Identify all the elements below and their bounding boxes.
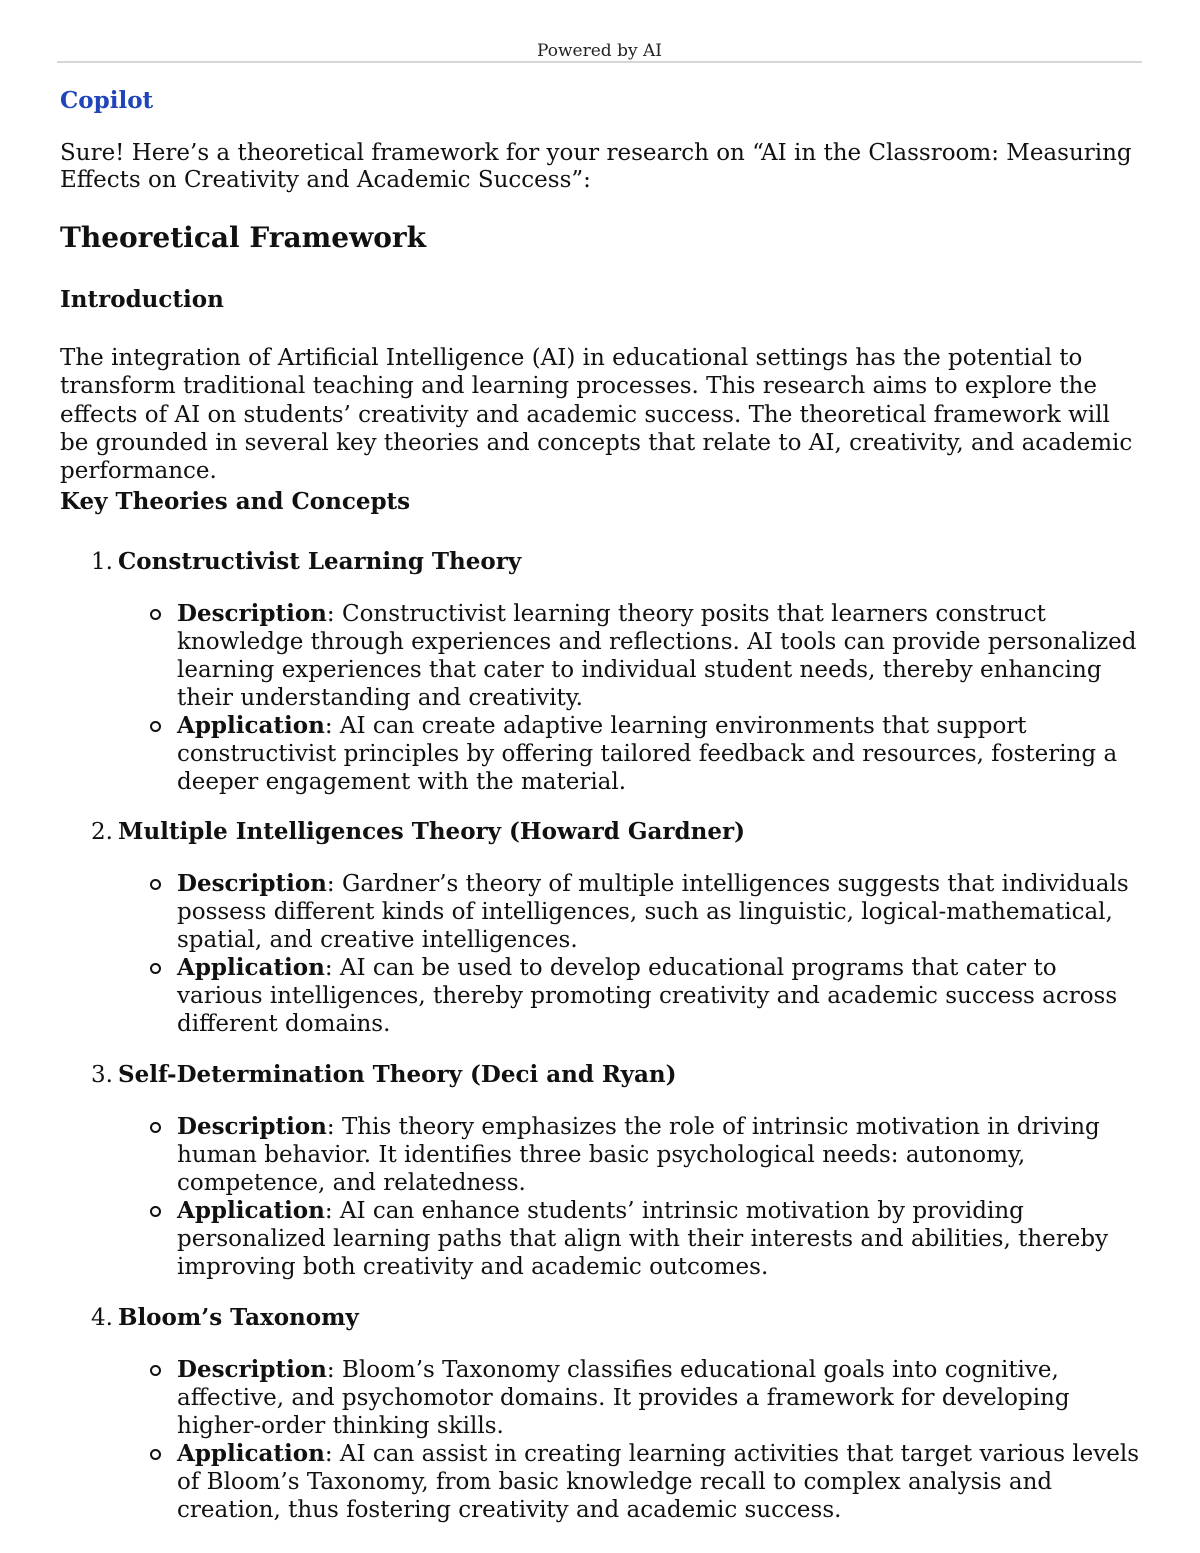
circle-bullet-icon [150, 879, 161, 890]
theory-item [60, 1304, 1145, 1524]
theory-title [60, 1304, 1145, 1332]
bullet-text: : AI can enhance students’ intrinsic motivation by providing personalized learning paths that align with their interests and abilities, thereby improving both creativity and academic outcomes. [177, 1198, 1109, 1280]
theory-number: 3. [91, 1062, 113, 1088]
bullet-label: Application [177, 1440, 325, 1467]
bullet-label: Description [177, 1356, 327, 1383]
theory-number: 2. [91, 819, 113, 845]
bullet-label: Application [177, 1197, 325, 1224]
description-bullet [60, 600, 1145, 712]
description-bullet [60, 1113, 1145, 1197]
theory-title [60, 1061, 1145, 1089]
document-title: Theoretical Framework [60, 221, 427, 254]
description-bullet [60, 1356, 1145, 1440]
theory-item [60, 818, 1145, 1038]
intro-text: Sure! Here’s a theoretical framework for your research on “AI in the Classroom: Measuring Effects on Creativity and Academic Success”: [60, 140, 1132, 193]
introduction-paragraph: The integration of Artificial Intelligence (AI) in educational settings has the potential to transform traditional teaching and learning processes. This research aims to explore the effects of AI on students’ creativity and academic success. The theoretical framework will be grounded in several key theories and concepts that relate to AI, creativity, and academic performance. [60, 345, 1133, 485]
theory-item [60, 548, 1145, 796]
theory-name: Multiple Intelligences Theory (Howard Gardner) [118, 818, 745, 845]
assistant-name: Copilot [60, 87, 154, 114]
application-bullet [60, 1440, 1145, 1524]
theory-name: Self-Determination Theory (Deci and Ryan) [118, 1061, 677, 1088]
theory-name: Bloom’s Taxonomy [118, 1304, 359, 1331]
theory-number: 4. [91, 1305, 113, 1331]
circle-bullet-icon [150, 963, 161, 974]
bullet-text: : AI can assist in creating learning activities that target various levels of Bloom’s Taxonomy, from basic knowledge recall to complex analysis and creation, thus fostering creativity and academic success. [177, 1441, 1140, 1523]
bullet-text: : AI can be used to develop educational programs that cater to various intelligences, thereby promoting creativity and academic success across different domains. [177, 955, 1118, 1037]
theory-name: Constructivist Learning Theory [118, 548, 522, 575]
bullet-label: Application [177, 954, 325, 981]
theory-bullets [60, 1113, 1145, 1281]
theory-title [60, 548, 1145, 576]
theory-number: 1. [91, 549, 113, 575]
bullet-label: Description [177, 870, 327, 897]
theory-title [60, 818, 1145, 846]
application-bullet [60, 954, 1145, 1038]
circle-bullet-icon [150, 1365, 161, 1376]
bullet-label: Description [177, 1113, 327, 1140]
circle-bullet-icon [150, 609, 161, 620]
application-bullet [60, 712, 1145, 796]
bullet-text: : AI can create adaptive learning environments that support constructivist principles by offering tailored feedback and resources, fostering a deeper engagement with the material. [177, 713, 1118, 795]
theory-bullets [60, 1356, 1145, 1524]
theory-item [60, 1061, 1145, 1281]
circle-bullet-icon [150, 1449, 161, 1460]
bullet-label: Description [177, 600, 327, 627]
description-bullet [60, 870, 1145, 954]
application-bullet [60, 1197, 1145, 1281]
introduction-heading: Introduction [60, 286, 224, 313]
bullet-text: : Constructivist learning theory posits that learners construct knowledge through experiences and reflections. AI tools can provide personalized learning experiences that cater to individual student needs, thereby enhancing their understanding and creativity. [177, 601, 1137, 711]
bullet-text: : Gardner’s theory of multiple intelligences suggests that individuals possess different kinds of intelligences, such as linguistic, logical-mathematical, spatial, and creative intelligences. [177, 871, 1129, 953]
page-header: Powered by AI [537, 41, 662, 61]
theory-bullets [60, 600, 1145, 796]
bullet-text: : Bloom’s Taxonomy classifies educational goals into cognitive, affective, and psychomotor domains. It provides a framework for developing higher-order thinking skills. [177, 1357, 1070, 1439]
circle-bullet-icon [150, 721, 161, 732]
bullet-text: : This theory emphasizes the role of intrinsic motivation in driving human behavior. It identifies three basic psychological needs: autonomy, competence, and relatedness. [177, 1114, 1100, 1196]
key-theories-heading: Key Theories and Concepts [60, 488, 411, 515]
circle-bullet-icon [150, 1122, 161, 1133]
header-divider [57, 61, 1142, 63]
circle-bullet-icon [150, 1206, 161, 1217]
bullet-label: Application [177, 712, 325, 739]
theory-bullets [60, 870, 1145, 1038]
